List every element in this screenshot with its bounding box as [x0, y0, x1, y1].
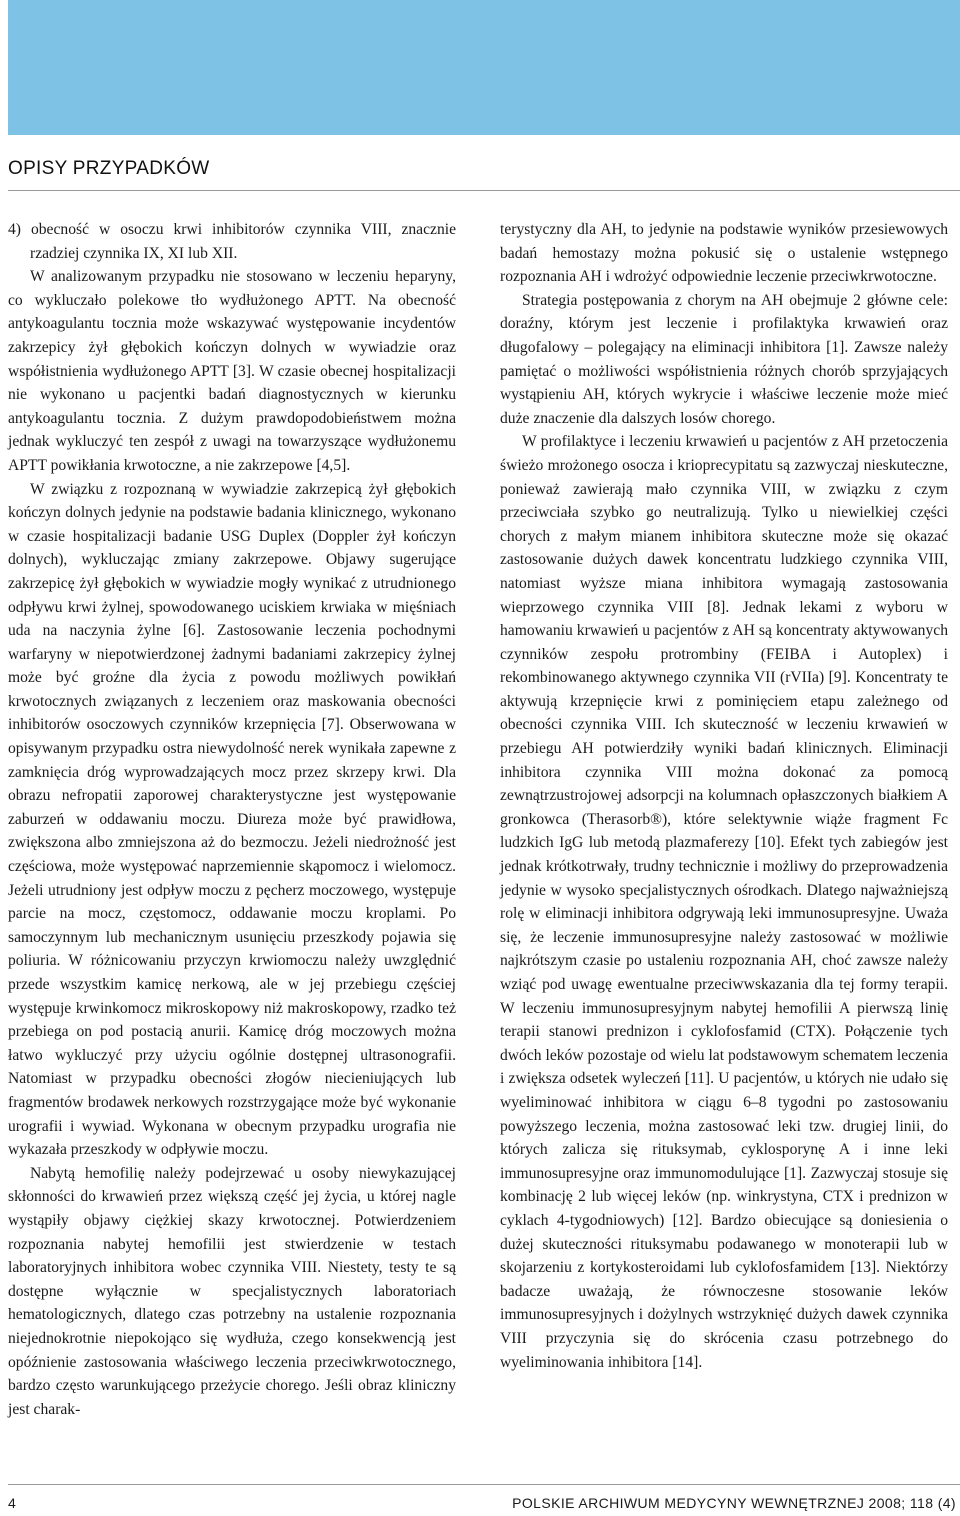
left-column	[8, 218, 456, 1421]
body-paragraph: Nabytą hemofilię należy podejrzewać u osoby niewykazującej skłonności do krwawień przez większą część jej życia, u której nagle wystąpiły objawy ciężkiej skazy krwotocznej. Potwierdzeniem rozpoznania nabytej hemofilii jest stwierdzenie w testach laboratoryjnych inhibitora wobec czynnika VIII. Niestety, testy te są dostępne wyłącznie w specjalistycznych laboratoriach hematologicznych, dlatego czas potrzebny na ustalenie rozpoznania niejednokrotnie niepokojąco się wydłuża, czego konsekwencją jest opóźnienie zastosowania właściwego leczenia przeciwkrwotocznego, bardzo często warunkującego przeżycie chorego. Jeśli obraz kliniczny jest charak-	[8, 1164, 456, 1418]
right-column	[500, 218, 948, 1374]
body-paragraph: Strategia postępowania z chorym na AH obejmuje 2 główne cele: doraźny, którym jest leczenie i profilaktyka krwawień oraz długofalowy – polegający na eliminacji inhibitora [1]. Zawsze należy pamiętać o możliwości współistnienia różnych chorób sprzyjających wystąpieniu AH, których wykrycie i właściwe leczenie może mieć duże znaczenie dla dalszych losów chorego.	[500, 291, 948, 427]
footer-divider	[8, 1484, 960, 1485]
body-paragraph: W związku z rozpoznaną w wywiadzie zakrzepicą żył głębokich kończyn dolnych jedynie na podstawie badania klinicznego, wykonano w czasie hospitalizacji badanie USG Duplex (Doppler żył kończyn dolnych), wykluczając zmiany zakrzepowe. Objawy sugerujące zakrzepicę żył głębokich w wywiadzie mogły wynikać z utrudnionego odpływu krwi żylnej, spowodowanego uciskiem krwiaka w mięśniach uda na naczynia żylne [6]. Zastosowanie leczenia pochodnymi warfaryny w niepotwierdzonej żadnymi badaniami zakrzepicy żylnej może być groźne dla życia z powodu możliwych powikłań krwotocznych związanych z leczeniem oraz maskowania obecności inhibitorów osoczowych czynników krzepnięcia [7]. Obserwowana w opisywanym przypadku ostra niewydolność nerek wynikała zapewne z zamknięcia dróg wyprowadzających mocz przez skrzepy krwi. Dla obrazu nefropatii zaporowej charakterystyczne jest występowanie zaburzeń w oddawaniu moczu. Diureza może być prawidłowa, zwiększona albo zmniejszona aż do bezmoczu. Jeżeli niedrożność jest częściowa, może występować naprzemiennie skąpomocz i wielomocz. Jeżeli utrudniony jest odpływ moczu z pęcherz moczowego, występuje parcie na mocz, częstomocz, oddawanie moczu kroplami. Po samoczynnym lub mechanicznym usunięciu przeszkody pojawia się poliuria. W różnicowaniu przyczyn krwiomoczu należy uwzględnić przede wszystkim kamicę nerkową, ale w jej przebiegu częściej występuje krwinkomocz mikroskopowy niż makroskopowy, rzadko też przebiega on pod postacią anurii. Kamicę dróg moczowych można łatwo wykluczyć przy użyciu ogólnie dostępnej ultrasonografii. Natomiast w przypadku obecności złogów niecieniujących lub fragmentów brodawek nerkowych rozstrzygające może być wykonanie urografii i wywiad. Wykonana w obecnym przypadku urografia nie wykazała przeszkody w odpływie moczu.	[8, 480, 456, 1159]
body-paragraph: W analizowanym przypadku nie stosowano w leczeniu heparyny, co wykluczało polekowe tło wydłużonego APTT. Na obecność antykoagulantu tocznia może wskazywać występowanie incydentów zakrzepicy żył głębokich kończyn dolnych w wywiadzie oraz współistnienia wydłużonego APTT [3]. W czasie obecnej hospitalizacji nie wykonano u pacjentki badań diagnostycznych w kierunku antykoagulantu tocznia. Z dużym prawdopodobieństwem można jednak wykluczyć ten zespół z uwagi na towarzyszące wydłużonemu APTT powikłania krwotoczne, a nie zakrzepowe [4,5].	[8, 268, 456, 474]
section-divider	[8, 190, 960, 191]
header-accent-bar	[8, 0, 960, 135]
list-item-4: 4) obecność w osoczu krwi inhibitorów czynnika VIII, znacznie rzadziej czynnika IX, XI lub XII.	[8, 221, 456, 262]
journal-citation: POLSKIE ARCHIWUM MEDYCYNY WEWNĘTRZNEJ 2008; 118 (4)	[512, 1495, 956, 1511]
body-paragraph-continued: terystyczny dla AH, to jedynie na podstawie wyników przesiewowych badań hemostazy można pokusić się o ustalenie wstępnego rozpoznania AH i wdrożyć odpowiednie leczenie przeciwkrwotoczne.	[500, 221, 948, 286]
section-heading: OPISY PRZYPADKÓW	[8, 158, 210, 179]
body-paragraph: W profilaktyce i leczeniu krwawień u pacjentów z AH przetoczenia świeżo mrożonego osocza i krioprecypitatu są zazwyczaj nieskuteczne, ponieważ zawierają mało czynnika VIII, w związku z czym przeciwciała szybko go neutralizują. Tylko u niewielkiej części chorych z małym mianem inhibitora skuteczne może się okazać zastosowanie dużych dawek koncentratu ludzkiego czynnika VIII, natomiast wyższe miana inhibitora wymagają zastosowania wieprzowego czynnika VIII [8]. Jednak lekami z wyboru w hamowaniu krwawień u pacjentów z AH są koncentraty aktywowanych czynników zespołu protrombiny (FEIBA i Autoplex) i rekombinowanego aktywnego czynnika VII (rVIIa) [9]. Koncentraty te aktywują krzepnięcie krwi z pominięciem etapu zależnego od obecności czynnika VIII. Ich skuteczność w leczeniu krwawień w przebiegu AH potwierdziły wyniki badań klinicznych. Eliminacji inhibitora czynnika VIII można dokonać za pomocą zewnątrzustrojowej adsorpcji na kolumnach opłaszczonych białkiem A gronkowca (Therasorb®), które selektywnie wiąże fragment Fc ludzkich IgG lub metodą plazmaferezy [10]. Efekt tych zabiegów jest jednak krótkotrwały, trudny technicznie i możliwy do przeprowadzenia jedynie w wysoko specjalistycznych ośrodkach. Dlatego najważniejszą rolę w eliminacji inhibitora odgrywają leki immunosupresyjne. Uważa się, że leczenie immunosupresyjne należy zastosować w możliwie najkrótszym czasie po ustaleniu rozpoznania AH, choć zawsze należy wziąć pod uwagę ewentualne przeciwwskazania dla tej formy terapii. W leczeniu immunosupresyjnym nabytej hemofilii A pierwszą linię terapii stanowi prednizon i cyklofosfamid (CTX). Połączenie tych dwóch leków pozostaje od wielu lat podstawowym schematem leczenia i zwiększa odsetek wyleczeń [11]. U pacjentów, u których nie udało się wyeliminować inhibitora w ciągu 6–8 tygodni po zastosowaniu powyższego leczenia, można zastosować leki tzw. drugiej linii, do których zalicza się rituksymab, cyklosporynę A i inne leki immunosupresyjne oraz immunomodulujące [1]. Zazwyczaj stosuje się kombinację 2 lub więcej leków (np. winkrystyna, CTX i prednizon w cyklach 4-tygodniowych) [12]. Bardzo obiecujące są doniesienia o dużej skuteczności rituksymabu podawanego w monoterapii lub w skojarzeniu z kortykosteroidami lub cyklofosfamidem [13]. Niektórzy badacze uważają, że równoczesne stosowanie leków immunosupresyjnych i dożylnych wstrzyknięć dużych dawek czynnika VIII przyczynia się do skrócenia czasu potrzebnego do wyeliminowania inhibitora [14].	[500, 433, 948, 1371]
page-number: 4	[8, 1495, 16, 1511]
